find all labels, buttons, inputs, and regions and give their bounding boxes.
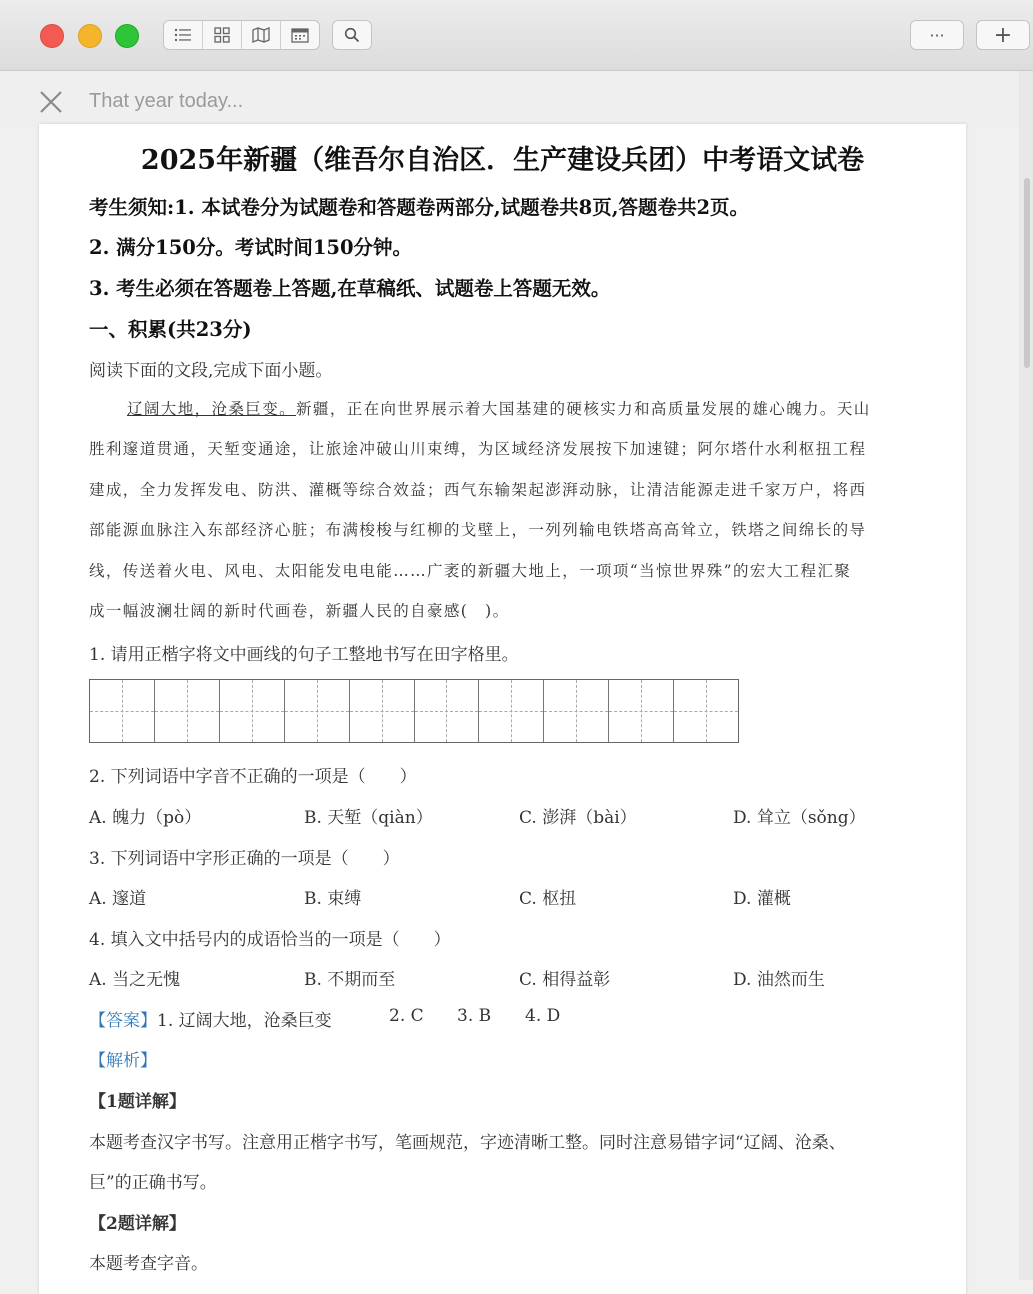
grid-icon (214, 27, 230, 43)
notice-line-2: 2. 满分150分。考试时间150分钟。 (89, 236, 413, 259)
entry-title-placeholder[interactable]: That year today... (89, 90, 244, 112)
passage-line-2: 胜利邃道贯通，天堑变通途，让旅途冲破山川束缚，为区域经济发展按下加速键；阿尔塔什水利枢扭工程 (89, 440, 867, 458)
detail-2-title: 【2题详解】 (89, 1214, 186, 1234)
window-titlebar (0, 0, 1033, 71)
question-2: 2. 下列词语中字音不正确的一项是（ ） (89, 767, 417, 787)
underlined-sentence: 辽阔大地，沧桑巨变。 (127, 400, 297, 418)
q4-option-c: C. 相得益彰 (519, 970, 611, 990)
map-icon (252, 27, 270, 43)
notice-line-1: 考生须知:1. 本试卷分为试题卷和答题卷两部分,试题卷共8页,答题卷共2页。 (89, 196, 750, 219)
passage-line-1: 辽阔大地，沧桑巨变。新疆，正在向世界展示着大国基建的硬核实力和高质量发展的雄心魄力。天山 (127, 400, 871, 418)
answer-2: 2. C (389, 1006, 424, 1026)
q2-option-c: C. 澎湃（bài） (519, 808, 637, 828)
question-1: 1. 请用正楷字将文中画线的句子工整地书写在田字格里。 (89, 645, 519, 665)
search-button[interactable] (332, 20, 372, 50)
zoom-window-button[interactable] (115, 24, 139, 48)
q3-option-b: B. 束缚 (304, 889, 362, 909)
calendar-icon (291, 27, 309, 43)
q2-option-a: A. 魄力（pò） (89, 808, 202, 828)
passage-line-4: 部能源血脉注入东部经济心脏；布满梭梭与红柳的戈壁上，一列列输电铁塔高高耸立，铁塔之间绵长的导 (89, 521, 867, 539)
q3-option-a: A. 邃道 (89, 889, 147, 909)
answer-4: 4. D (525, 1006, 561, 1026)
q2-option-d: D. 耸立（sǒng） (733, 808, 866, 828)
answer-3: 3. B (457, 1006, 492, 1026)
detail-2-line-1: 本题考查字音。 (89, 1254, 208, 1274)
grid-cell (90, 680, 155, 742)
search-icon (344, 27, 360, 43)
q4-option-a: A. 当之无愧 (89, 970, 181, 990)
answer-tag: 【答案】 (89, 1011, 157, 1031)
q2-option-b: B. 天堑（qiàn） (304, 808, 433, 828)
grid-cell (220, 680, 285, 742)
grid-cell (415, 680, 480, 742)
more-options-button[interactable]: ··· (910, 20, 964, 50)
tianzige-grid (89, 679, 739, 743)
grid-cell (674, 680, 738, 742)
grid-view-button[interactable] (203, 21, 242, 49)
grid-cell (350, 680, 415, 742)
question-4: 4. 填入文中括号内的成语恰当的一项是（ ） (89, 930, 451, 950)
calendar-view-button[interactable] (281, 21, 319, 49)
reading-instruction: 阅读下面的文段,完成下面小题。 (89, 361, 333, 381)
analysis-tag: 【解析】 (89, 1051, 157, 1071)
q3-option-d: D. 灌概 (733, 889, 791, 909)
passage-line-5: 线，传送着火电、风电、太阳能发电电能……广袤的新疆大地上，一项项“当惊世界殊”的宏大工程汇聚 (89, 562, 852, 580)
answer-line (89, 1006, 332, 1031)
view-mode-segmented-control (163, 20, 320, 50)
q4-option-d: D. 油然而生 (733, 970, 825, 990)
notice-line-3: 3. 考生必须在答题卷上答题,在草稿纸、试题卷上答题无效。 (89, 277, 611, 300)
scrollbar-thumb[interactable] (1024, 178, 1030, 368)
grid-cell (285, 680, 350, 742)
grid-cell (609, 680, 674, 742)
grid-cell (155, 680, 220, 742)
grid-cell (544, 680, 609, 742)
map-view-button[interactable] (242, 21, 281, 49)
passage-line-3: 建成，全力发挥发电、防洪、灌概等综合效益；西气东输架起澎湃动脉，让清洁能源走进千家万户，将西 (89, 481, 867, 499)
passage-line-6: 成一幅波澜壮阔的新时代画卷，新疆人民的自豪感( )。 (89, 602, 510, 620)
exam-paper-image (39, 124, 966, 1294)
entry-header (0, 71, 1033, 129)
close-icon[interactable] (38, 89, 64, 115)
q4-option-b: B. 不期而至 (304, 970, 396, 990)
detail-1-line-2: 巨”的正确书写。 (89, 1173, 217, 1193)
section-heading: 一、积累(共23分) (89, 318, 252, 341)
detail-1-line-1: 本题考查汉字书写。注意用正楷字书写，笔画规范，字迹清晰工整。同时注意易错字词“辽阔、沧桑、 (89, 1133, 846, 1153)
minimize-window-button[interactable] (78, 24, 102, 48)
q3-option-c: C. 枢扭 (519, 889, 577, 909)
question-3: 3. 下列词语中字形正确的一项是（ ） (89, 849, 400, 869)
answer-1: 1. 辽阔大地，沧桑巨变 (157, 1011, 332, 1031)
grid-cell (479, 680, 544, 742)
add-button[interactable]: + (976, 20, 1030, 50)
list-icon (174, 28, 192, 42)
exam-title: 2025年新疆（维吾尔自治区．生产建设兵团）中考语文试卷 (140, 145, 865, 176)
list-view-button[interactable] (164, 21, 203, 49)
close-window-button[interactable] (40, 24, 64, 48)
detail-1-title: 【1题详解】 (89, 1092, 186, 1112)
